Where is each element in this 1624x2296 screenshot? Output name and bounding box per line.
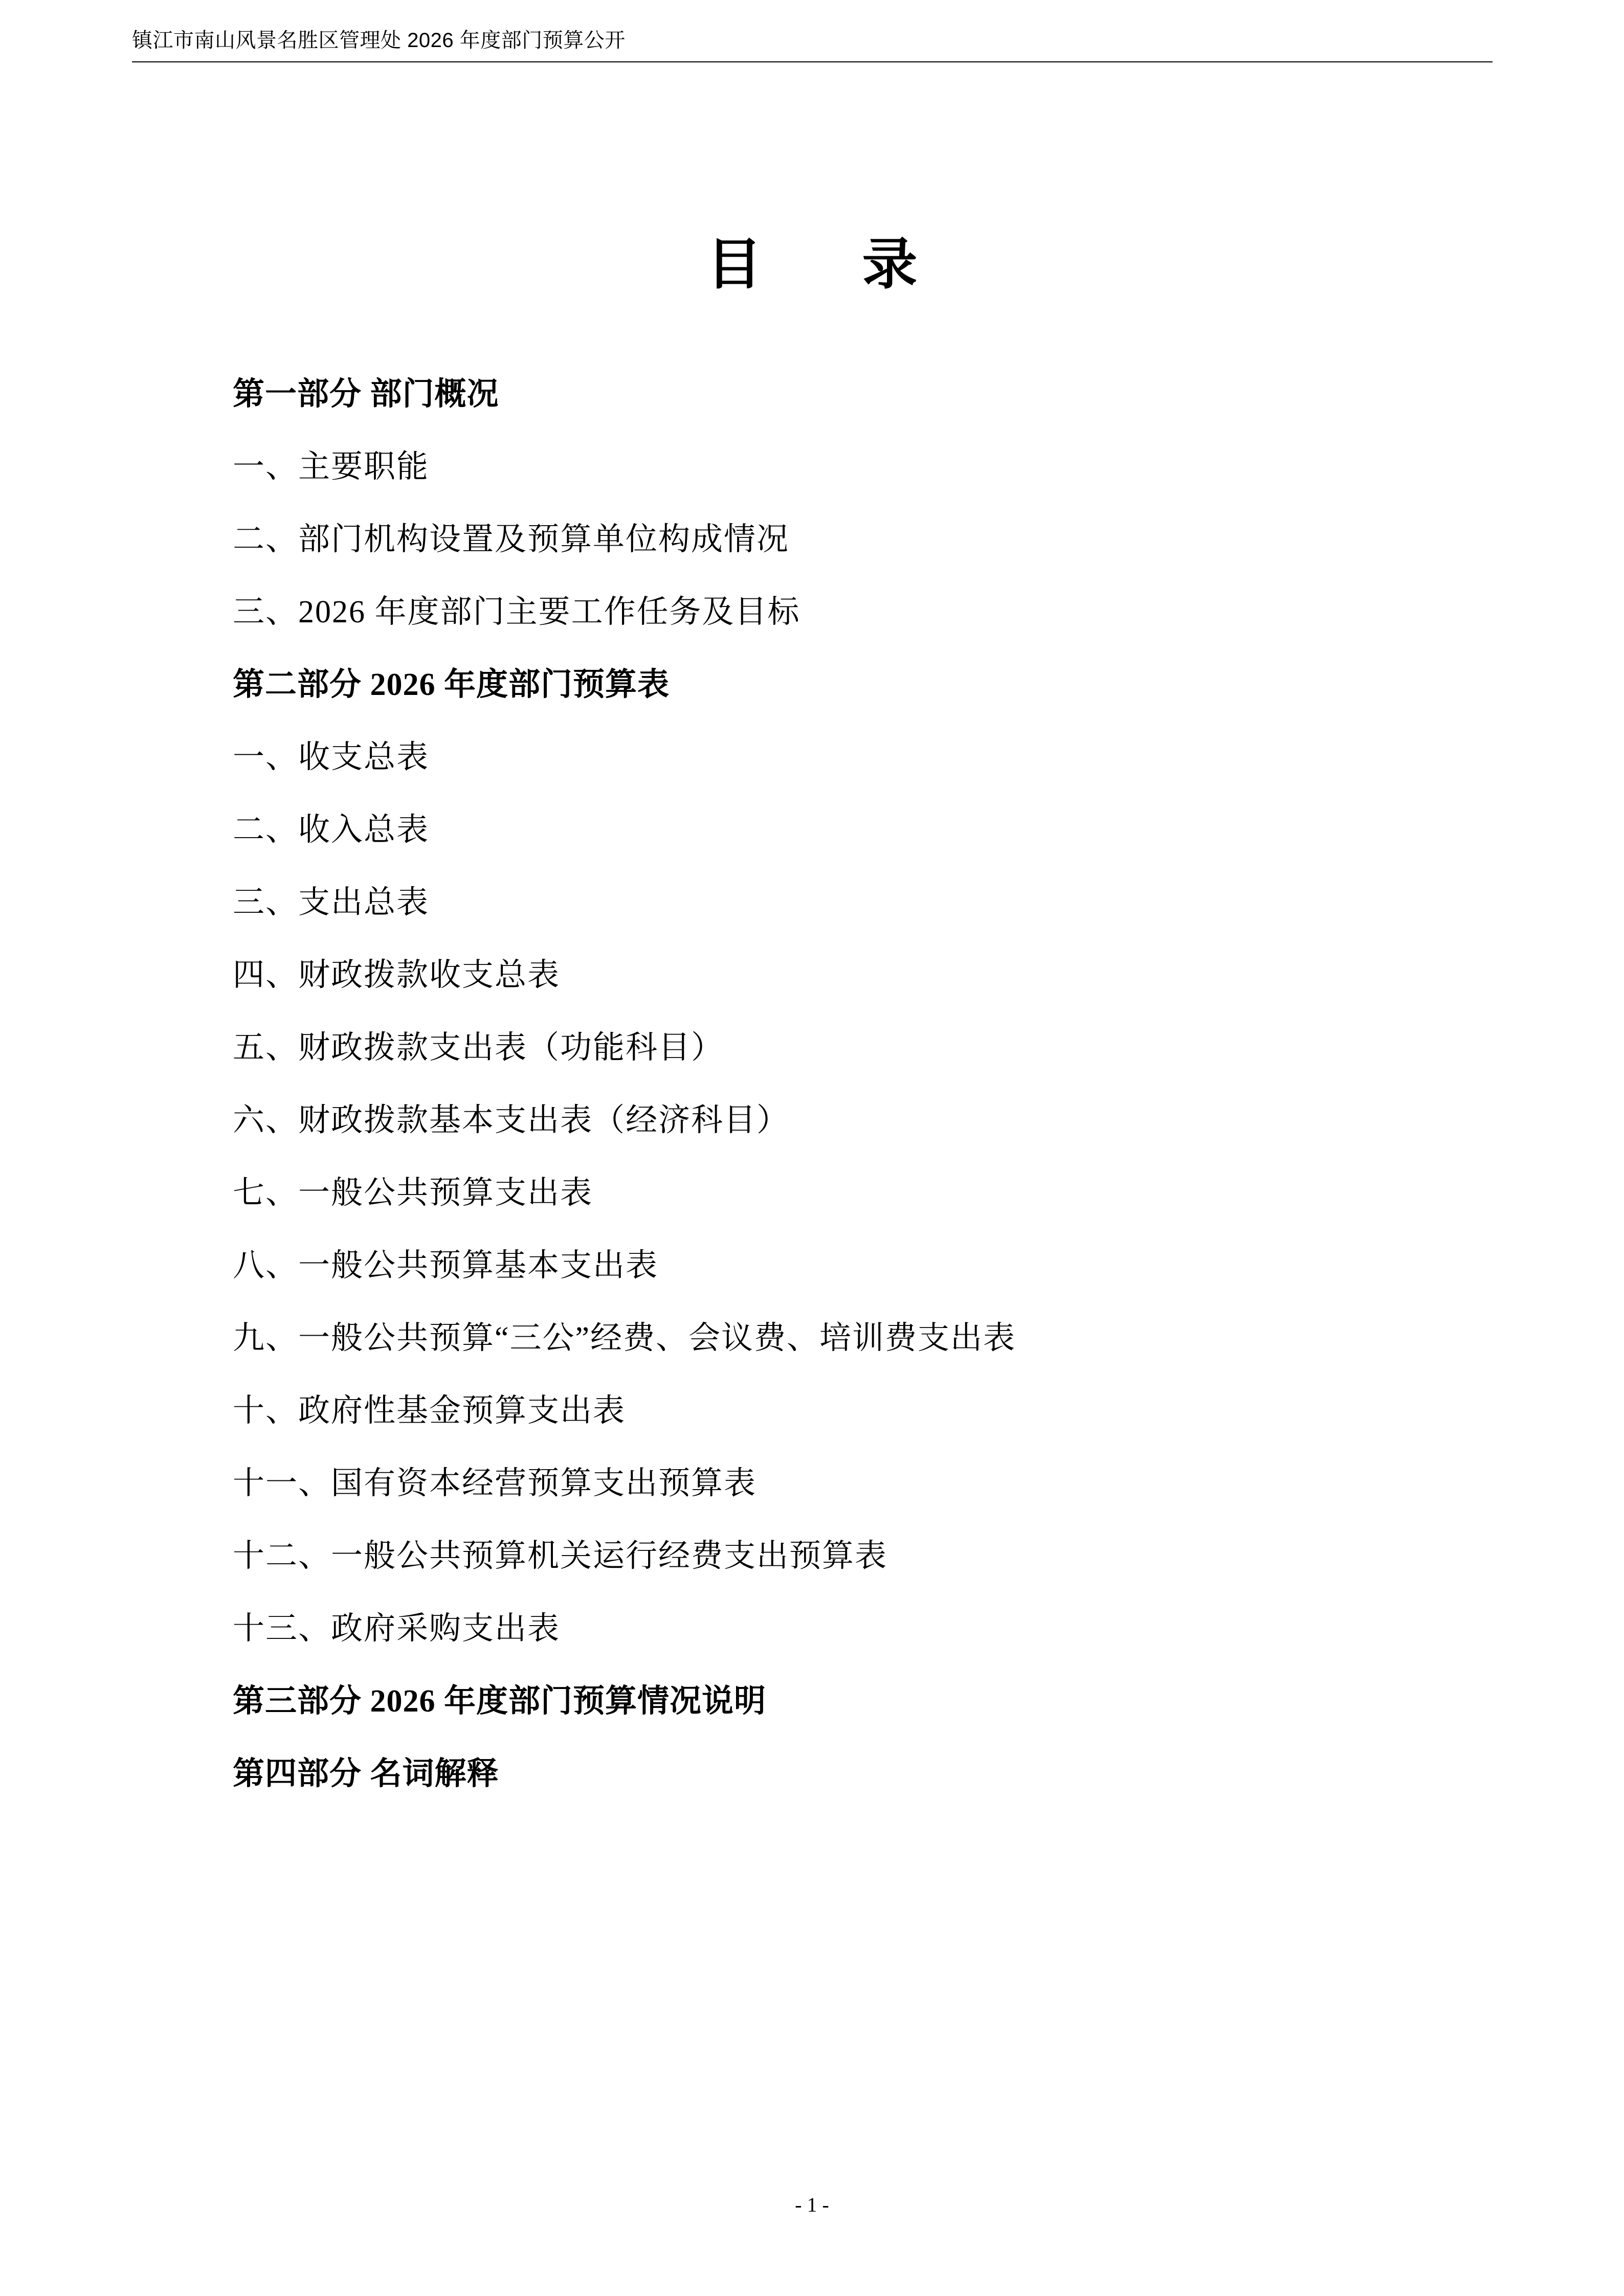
- page-header: [132, 27, 1493, 62]
- toc-entry[interactable]: 四、财政拨款收支总表: [233, 958, 561, 993]
- running-head: 镇江市南山风景名胜区管理处 2026 年度部门预算公开: [132, 29, 626, 52]
- toc-entry[interactable]: 一、收支总表: [233, 740, 430, 775]
- table-of-contents: [233, 358, 1409, 1810]
- toc-part-heading[interactable]: 第二部分 2026 年度部门预算表: [233, 667, 670, 702]
- toc-part-heading[interactable]: 第三部分 2026 年度部门预算情况说明: [233, 1684, 767, 1719]
- page-footer: - 1 -: [795, 2193, 829, 2216]
- toc-entry[interactable]: 十、政府性基金预算支出表: [233, 1393, 626, 1428]
- toc-entry[interactable]: 八、一般公共预算基本支出表: [233, 1248, 659, 1283]
- toc-entry[interactable]: 二、部门机构设置及预算单位构成情况: [233, 522, 790, 557]
- toc-entry[interactable]: 六、财政拨款基本支出表（经济科目）: [233, 1103, 790, 1138]
- header-divider: [132, 61, 1493, 62]
- toc-entry[interactable]: 二、收入总表: [233, 813, 430, 847]
- toc-entry[interactable]: 七、一般公共预算支出表: [233, 1176, 593, 1210]
- page-title: 目 录: [706, 235, 940, 296]
- toc-entry[interactable]: 九、一般公共预算“三公”经费、会议费、培训费支出表: [233, 1321, 1016, 1356]
- toc-entry[interactable]: 十二、一般公共预算机关运行经费支出预算表: [233, 1539, 888, 1573]
- toc-entry[interactable]: 十三、政府采购支出表: [233, 1611, 561, 1646]
- toc-entry[interactable]: 三、2026 年度部门主要工作任务及目标: [233, 595, 800, 629]
- toc-entry[interactable]: 三、支出总表: [233, 885, 430, 920]
- toc-entry[interactable]: 十一、国有资本经营预算支出预算表: [233, 1466, 757, 1501]
- toc-part-heading[interactable]: 第四部分 名词解释: [233, 1757, 499, 1791]
- toc-entry[interactable]: 一、主要职能: [233, 449, 430, 484]
- toc-entry[interactable]: 五、财政拨款支出表（功能科目）: [233, 1030, 724, 1065]
- toc-part-heading[interactable]: 第一部分 部门概况: [233, 377, 499, 412]
